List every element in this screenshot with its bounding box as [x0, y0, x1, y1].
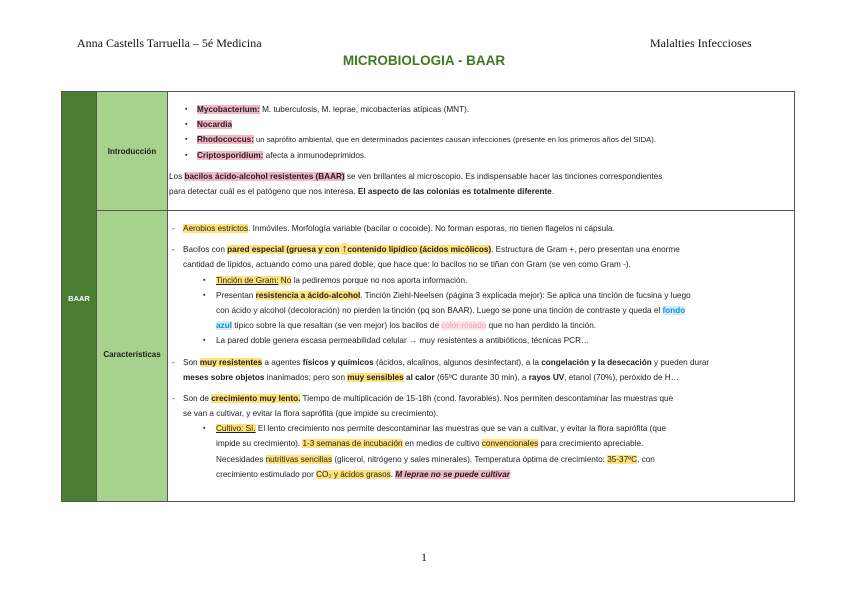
highlight: azul — [216, 321, 232, 331]
text: se ven brillantes al microscopio. Es indispensable hacer las tinciones correspondientes — [344, 171, 663, 181]
highlight: convencionales — [481, 439, 539, 449]
row-divider — [168, 210, 795, 211]
text: M. tuberculosis, M. leprae, micobacterias atípicas (MNT). — [259, 105, 470, 114]
text: impide su crecimiento). — [216, 439, 303, 449]
text: . — [390, 469, 396, 479]
main-label-cell — [62, 92, 97, 501]
highlight: Tinción de Gram: — [216, 275, 279, 285]
text: . — [551, 186, 555, 196]
main-label: BAAR — [68, 294, 90, 303]
char-line: - Son muy resistentes a agentes físicos y químicos (ácidos, alcalinos, algunos desinfectant), a la congelación y la desecación y pueden durar — [172, 357, 710, 367]
text: Son — [183, 357, 200, 367]
text: crecimiento estimulado por — [216, 469, 317, 479]
text: Presentan — [216, 290, 256, 300]
characteristics-content — [172, 221, 709, 482]
text: se van a cultivar, y evitar la flora saprófita (que impide su crecimiento). — [183, 409, 439, 419]
intro-bullet — [183, 148, 662, 163]
highlight: Cultivo: Sí. — [216, 424, 256, 434]
highlight: muy sensibles — [347, 372, 404, 382]
highlight: pared especial (gruesa y con — [227, 245, 342, 255]
highlight: resistencia a ácido-alcohol — [255, 290, 361, 300]
text: y pueden durar — [651, 357, 710, 367]
text: al calor — [403, 372, 435, 382]
text: típico sobre la que resaltan (se ven mejor) los bacilos de — [231, 321, 442, 331]
page-number: 1 — [421, 550, 427, 564]
up-arrow-icon: ↑ — [341, 243, 348, 256]
text: que no han perdido la tinción. — [486, 321, 597, 331]
header-author: Anna Castells Tarruella – 5é Medicina — [77, 36, 262, 50]
intro-label: Introducción — [107, 147, 157, 156]
char-line — [172, 257, 709, 272]
highlight: Rhodococcus: — [197, 135, 254, 145]
highlight: color rosado — [441, 321, 487, 331]
highlight: 35-37ºC — [607, 454, 638, 464]
text: (65ºC durante 30 min), a — [434, 372, 529, 382]
char-line — [172, 452, 709, 467]
text: Bacilos con — [183, 245, 228, 255]
char-subbullet — [172, 421, 709, 436]
text: congelación y la desecación — [541, 357, 652, 367]
intro-bullet — [183, 117, 662, 132]
text: Necesidades — [216, 454, 266, 464]
text: para crecimiento apreciable. — [538, 439, 644, 449]
text: El aspecto de las colonias es totalmente diferente — [357, 186, 552, 196]
text: (glicerol, nitrógeno y sales minerales). Temperatura óptima de crecimiento: — [332, 454, 608, 464]
text: la pediremos porque no nos aporta información. — [291, 275, 468, 285]
page-title: MICROBIOLOGIA - BAAR — [342, 53, 506, 68]
text: Los — [169, 171, 185, 181]
highlight: crecimiento muy lento. — [211, 393, 301, 403]
characteristics-label: Características — [103, 350, 161, 359]
text: meses sobre objetos — [183, 372, 265, 382]
highlight: CO₂ y ácidos grasos — [316, 469, 391, 479]
text: con ácido y alcohol (decoloración) no pierden la tinción (pq son BAAR). Luego se pone una tinción de contraste y queda el — [216, 305, 663, 315]
char-line: - Son de crecimiento muy lento. Tiempo de multiplicación de 15-18h (cond. favorables). Nos permiten descontaminar las muestras que — [172, 393, 674, 403]
highlight: nutritivas sencillas — [265, 454, 333, 464]
highlight: fondo — [662, 305, 686, 315]
intro-paragraph — [169, 169, 662, 184]
text: a agentes — [262, 357, 303, 367]
text: , con — [637, 454, 655, 464]
characteristics-label-cell — [97, 211, 168, 501]
text: un saprófito ambiental, que en determinados pacientes causan infecciones (presente en los primeros años del SIDA). — [253, 135, 656, 145]
char-line — [172, 318, 709, 333]
intro-paragraph — [169, 184, 662, 199]
intro-label-cell — [97, 92, 168, 211]
text: . Tinción Ziehl-Neelsen (página 3 explicada mejor): Se aplica una tinción de fucsina y luego — [360, 290, 691, 300]
text: Tiempo de multiplicación de 15-18h (cond. favorables). Nos permiten descontaminar las muestras que — [300, 393, 674, 403]
highlight: Mycobacterium: — [197, 105, 260, 114]
text: (ácidos, alcalinos, algunos desinfectant), a la — [373, 357, 542, 367]
text: . Estructura de Gram +, pero presentan una enorme — [491, 245, 680, 255]
text: . Inmóviles. Morfología variable (bacilar o cocoide). No forman esporas, no tienen flagelos ni cápsula. — [248, 224, 615, 233]
text: cantidad de lípidos, actuando como una pared doble, que hace que: lo bacilos no se tiñan con Gram (se ven como Gram -). — [183, 260, 631, 270]
text: La pared doble genera escasa permeabilidad celular → muy resistentes a antibióticos, técnicas PCR… — [216, 336, 590, 346]
text: Son de — [183, 393, 212, 403]
highlight: No — [278, 275, 292, 285]
char-line — [172, 467, 709, 482]
text: rayos UV — [528, 372, 565, 382]
char-line: - Aerobios estrictos. Inmóviles. Morfología variable (bacilar o cocoide). No forman esporas, no tienen flagelos ni cápsula. — [172, 224, 615, 233]
highlight: M leprae no se puede cultivar — [395, 469, 510, 479]
intro-bullet — [183, 102, 662, 117]
highlight: Criptosporidium: — [197, 150, 264, 160]
char-line — [172, 436, 709, 451]
text: afecta a inmunodeprimidos. — [263, 150, 367, 160]
highlight: contenido lipídico (ácidos micólicos) — [347, 245, 492, 255]
char-line — [172, 370, 709, 385]
text: físicos y químicos — [302, 357, 374, 367]
highlight: Nocardia — [197, 120, 233, 130]
text: , etanol (70%), peróxido de H… — [564, 372, 679, 382]
highlight: Aerobios estrictos — [183, 224, 249, 233]
highlight: bacilos ácido-alcohol resistentes (BAAR) — [184, 171, 345, 181]
header-subject: Malalties Infeccioses — [650, 36, 752, 50]
intro-content — [169, 102, 663, 199]
char-line — [172, 303, 709, 318]
char-subbullet — [172, 333, 709, 348]
text: en medios de cultivo — [402, 439, 482, 449]
char-line: - Bacilos con pared especial (gruesa y con ↑contenido lipídico (ácidos micólicos). Estructura de Gram +, pero presentan una enorme — [172, 243, 680, 256]
highlight: 1-3 semanas de incubación — [302, 439, 403, 449]
char-subbullet — [172, 273, 709, 288]
char-subbullet — [172, 288, 709, 303]
text: inanimados; pero son — [264, 372, 348, 382]
text: El lento crecimiento nos permite descontaminar las muestras que se van a cultivar, y evitar la flora saprófita (que — [255, 424, 667, 434]
highlight: muy resistentes — [199, 357, 263, 367]
char-line — [172, 406, 709, 421]
intro-bullet — [183, 132, 662, 147]
text: para detectar cuál es el patógeno que nos interesa. — [169, 186, 358, 196]
